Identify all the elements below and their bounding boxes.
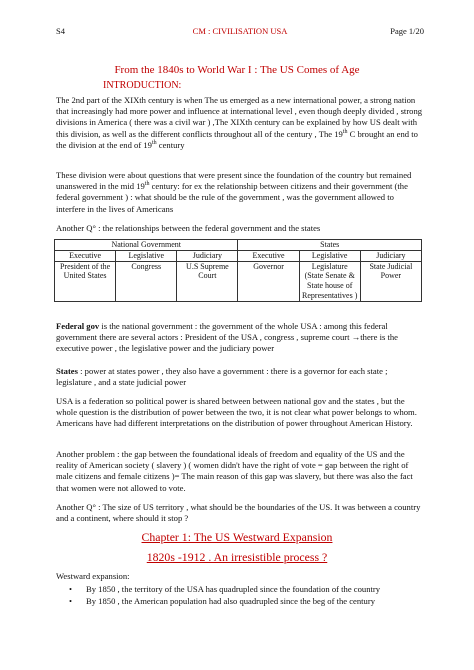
intro-text-1: The 2nd part of the XIXth century is when The us emerged as a new international power, a strong nation that increasingly had more power and influence at international level , even though deeply divided , strong divisions in America ( there was a civil war ) ,The XIXth century can be explained by how US dealt with this division, as well as the different conflicts throughout all of the century , The 19	[56, 95, 423, 139]
intro-text-2: C brought an end to the division at the end of 19	[56, 128, 418, 150]
intro-sup-2: th	[151, 139, 157, 146]
division-text-1: These division were about questions that were present since the foundation of the country but remained unanswered in the mid 19	[56, 170, 412, 192]
col-national-legislative: Legislative	[116, 250, 177, 261]
table-column-row	[55, 250, 422, 261]
cell-legislature: Legislature (State Senate & State house of Representatives )	[299, 261, 360, 301]
col-state-judiciary: Judiciary	[360, 250, 421, 261]
header-page-number: Page 1/20	[390, 26, 424, 36]
states-paragraph	[56, 366, 424, 388]
federation-paragraph: USA is a federation so political power is shared between between national gov and the states , but the whole question is the distribution of power between the two, it is not clear what power belongs to whom. Americans have had different interpretations on the distribution of power throughout American History.	[56, 396, 417, 429]
intro-heading: INTRODUCTION:	[103, 80, 182, 91]
westward-bullet-list	[56, 583, 426, 607]
cell-president: President of the United States	[55, 261, 116, 301]
division-paragraph	[56, 170, 424, 215]
cell-state-judicial: State Judicial Power	[360, 261, 421, 301]
national-government-header: National Government	[55, 240, 238, 251]
westward-label: Westward expansion:	[56, 571, 130, 581]
header-course: CM : CIVILISATION USA	[192, 26, 288, 36]
problem-paragraph: Another problem : the gap between the foundational ideals of freedom and equality of the US and the reality of American society ( slavery ) ( women didn't have the right of vote = gap between the right of male citizens and female citizens )= The main reason of this gap was slavery, but there was also the fact that women were not allowed to vote.	[56, 449, 413, 493]
table-group-row	[55, 240, 422, 251]
list-item	[56, 583, 426, 595]
col-national-judiciary: Judiciary	[177, 250, 238, 261]
intro-paragraph	[56, 95, 424, 151]
page-header	[56, 26, 424, 40]
col-national-executive: Executive	[55, 250, 116, 261]
another-question-1: Another Q° : the relationships between the federal government and the states	[56, 223, 321, 233]
document-title: From the 1840s to World War I : The US Comes of Age	[114, 64, 360, 76]
col-state-legislative: Legislative	[299, 250, 360, 261]
federal-text: is the national government : the government of the whole USA : among this federal government there are several actors : President of the USA , congress , supreme court →there is the executive power , the legislative power and the judiciary power	[56, 321, 398, 354]
another-question-2: Another Q° : The size of US territory , what should be the boundaries of the US. It was between a country and a continent, where should it stop ?	[56, 502, 421, 524]
list-item	[56, 595, 426, 607]
chapter-title: Chapter 1: The US Westward Expansion	[141, 530, 333, 544]
cell-congress: Congress	[116, 261, 177, 301]
states-text: : power at states power , they also have a government : there is a governor for each state ; legislature , and a state judicial power	[56, 366, 388, 388]
government-table	[54, 239, 422, 302]
federal-paragraph	[56, 321, 424, 355]
bullet-icon: •	[69, 596, 73, 606]
bullet-text: By 1850 , the American population had also quadrupled since the beg of the century	[86, 596, 376, 606]
states-term: States	[56, 366, 78, 376]
header-semester: S4	[56, 26, 65, 36]
col-state-executive: Executive	[238, 250, 299, 261]
bullet-icon: •	[69, 584, 73, 594]
states-header: States	[238, 240, 422, 251]
chapter-subtitle: 1820s -1912 . An irresistible process ?	[146, 550, 328, 564]
intro-text-3: century	[156, 139, 185, 150]
table-row	[55, 261, 422, 301]
bullet-text: By 1850 , the territory of the USA has quadrupled since the foundation of the country	[86, 584, 381, 594]
cell-supreme-court: U.S Supreme Court	[177, 261, 238, 301]
federal-term: Federal gov	[56, 321, 100, 331]
intro-sup-1: th	[342, 128, 348, 135]
cell-governor: Governor	[238, 261, 299, 301]
division-sup: th	[144, 181, 150, 188]
division-text-2: century: for ex the relationship between citizens and their government (the federal government ) : what should be the rule of the government , was the government allowed to interfere in the lives of Americans	[56, 181, 408, 214]
